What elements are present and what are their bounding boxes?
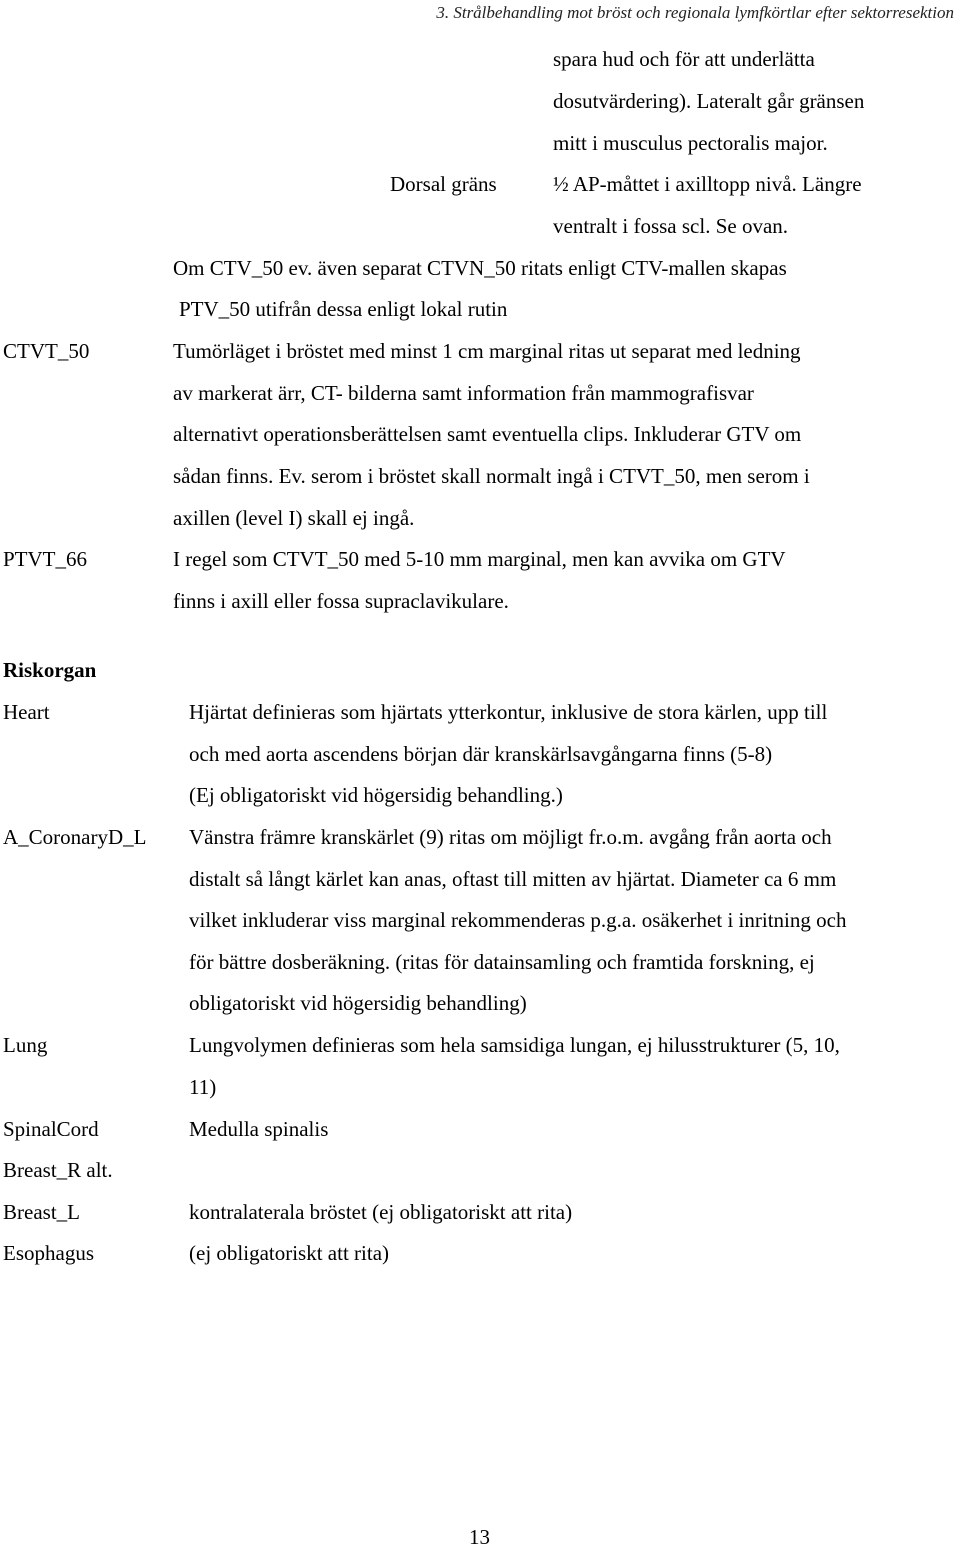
coronary-text: vilket inkluderar viss marginal rekommenderas p.g.a. osäkerhet i inritning och [189,908,847,932]
coronary-text: distalt så långt kärlet kan anas, oftast till mitten av hjärtat. Diameter ca 6 mm [189,867,837,891]
ctvt-text: Tumörläget i bröstet med minst 1 cm marginal ritas ut separat med ledning [173,339,801,363]
esophagus-text: (ej obligatoriskt att rita) [189,1241,390,1265]
ctvt-text: av markerat ärr, CT- bilderna samt information från mammografisvar [173,381,754,405]
ctvt-text: axillen (level I) skall ej ingå. [173,506,415,530]
spinal-text: Medulla spinalis [189,1117,329,1141]
heart-text: (Ej obligatoriskt vid högersidig behandling.) [189,783,563,807]
continuation-line: dosutvärdering). Lateralt går gränsen [553,89,865,113]
ptvt-text: finns i axill eller fossa supraclavikulare. [173,589,509,613]
coronary-text: Vänstra främre kranskärlet (9) ritas om möjligt fr.o.m. avgång från aorta och [189,825,832,849]
om-ctv-text: PTV_50 utifrån dessa enligt lokal rutin [179,297,508,321]
lung-text: 11) [189,1075,217,1099]
continuation-line: mitt i musculus pectoralis major. [553,131,828,155]
dorsal-text: ventralt i fossa scl. Se ovan. [553,214,789,238]
lung-label: Lung [3,1033,48,1057]
breast-label: Breast_L [3,1200,80,1224]
breast-label: Breast_R alt. [3,1158,113,1182]
breast-text: kontralaterala bröstet (ej obligatoriskt att rita) [189,1200,573,1224]
heart-label: Heart [3,700,50,724]
heart-text: och med aorta ascendens början där kranskärlsavgångarna finns (5-8) [189,742,773,766]
om-ctv-text: Om CTV_50 ev. även separat CTVN_50 ritats enligt CTV-mallen skapas [173,256,787,280]
dorsal-label: Dorsal gräns [390,172,497,196]
ctvt-label: CTVT_50 [3,339,90,363]
lung-text: Lungvolymen definieras som hela samsidiga lungan, ej hilusstrukturer (5, 10, [189,1033,840,1057]
riskorgan-heading: Riskorgan [3,658,97,682]
coronary-text: obligatoriskt vid högersidig behandling) [189,991,527,1015]
running-header: 3. Strålbehandling mot bröst och regionala lymfkörtlar efter sektorresektion [436,3,954,22]
coronary-text: för bättre dosberäkning. (ritas för datainsamling och framtida forskning, ej [189,950,815,974]
coronary-label: A_CoronaryD_L [3,825,147,849]
ptvt-label: PTVT_66 [3,547,87,571]
ctvt-text: sådan finns. Ev. serom i bröstet skall normalt ingå i CTVT_50, men serom i [173,464,810,488]
spinal-label: SpinalCord [3,1117,99,1141]
heart-text: Hjärtat definieras som hjärtats ytterkontur, inklusive de stora kärlen, upp till [189,700,828,724]
dorsal-text: ½ AP-måttet i axilltopp nivå. Längre [553,172,862,196]
page-number: 13 [469,1525,490,1549]
esophagus-label: Esophagus [3,1241,94,1265]
ctvt-text: alternativt operationsberättelsen samt eventuella clips. Inkluderar GTV om [173,422,802,446]
continuation-line: spara hud och för att underlätta [553,47,815,71]
ptvt-text: I regel som CTVT_50 med 5-10 mm marginal, men kan avvika om GTV [173,547,786,571]
